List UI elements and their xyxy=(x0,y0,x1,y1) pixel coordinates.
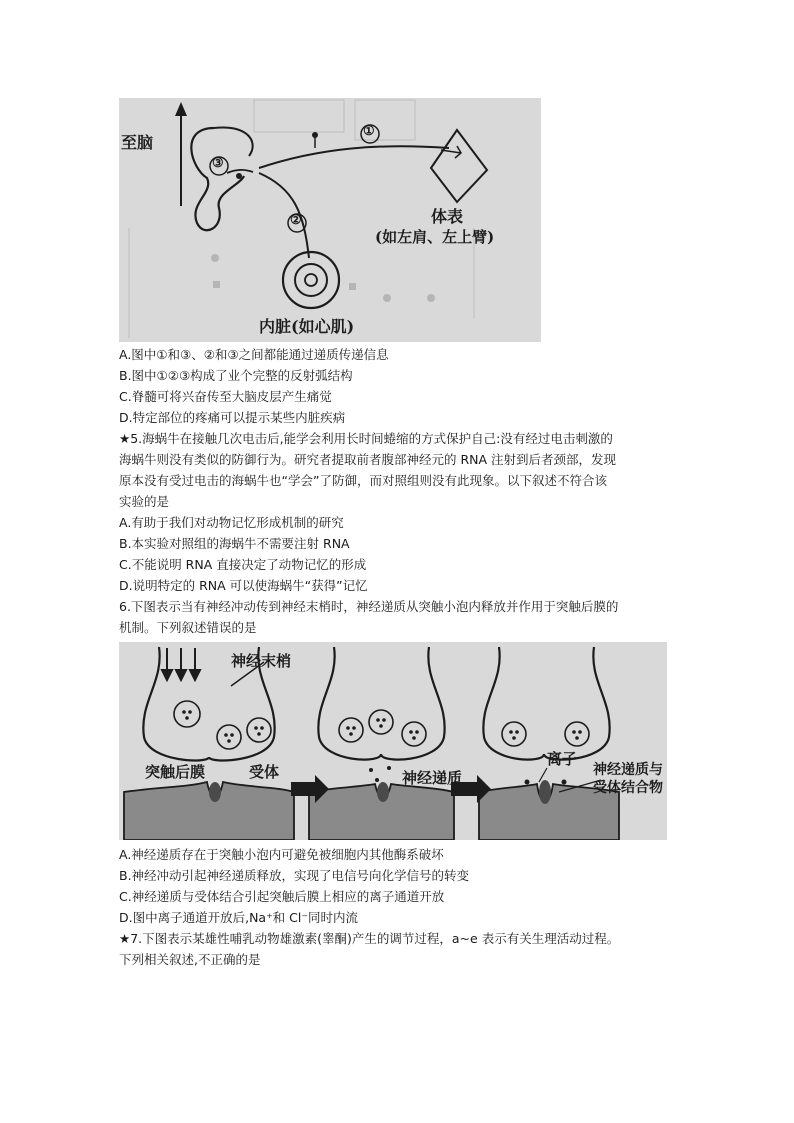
q5-stem-line-3: 原本没有受过电击的海蜗牛也“学会”了防御，而对照组则没有此现象。以下叙述不符合该 xyxy=(119,473,607,488)
nerve-ending-label: 神经末梢 xyxy=(231,652,292,670)
synapse-figure xyxy=(119,642,667,840)
synapse-diagram-drawing xyxy=(119,642,667,840)
transmitter-receptor-complex-label-2: 受体结合物 xyxy=(593,780,663,796)
q5-stem-line-2: 海蜗牛则没有类似的防御行为。研究者提取前者腹部神经元的 RNA 注射到后者颈部，发现 xyxy=(119,452,617,467)
q6-option-a: A.神经递质存在于突触小泡内可避免被细胞内其他酶系破坏 xyxy=(119,847,444,862)
ion-label: 离子 xyxy=(547,750,578,768)
star-icon: ★ xyxy=(119,431,131,446)
q5-option-c: C.不能说明 RNA 直接决定了动物记忆的形成 xyxy=(119,557,367,572)
q4-option-a: A.图中①和③、②和③之间都能通过递质传递信息 xyxy=(119,347,389,362)
skin-example-label: (如左肩、左上臂) xyxy=(375,228,495,246)
referred-pain-figure xyxy=(119,98,541,342)
postsynaptic-membrane-label: 突触后膜 xyxy=(145,763,206,781)
q7-stem-line-2: 下列相关叙述,不正确的是 xyxy=(119,952,261,967)
star-icon: ★ xyxy=(119,931,131,946)
q6-option-c: C.神经递质与受体结合引起突触后膜上相应的离子通道开放 xyxy=(119,889,445,904)
skin-label: 体表 xyxy=(431,207,464,226)
neuron-3-label: ③ xyxy=(212,156,224,171)
q7-stem-line-1: ★7.下图表示某雄性哺乳动物雄激素(睾酮)产生的调节过程，a~e 表示有关生理活动过程。 xyxy=(119,931,620,946)
q5-stem-line-1: ★5.海蜗牛在接触几次电击后,能学会利用长时间蜷缩的方式保护自己:没有经过电击刺激的 xyxy=(119,431,613,446)
q6-stem-line-1: 6.下图表示当有神经冲动传到神经末梢时，神经递质从突触小泡内释放并作用于突触后膜的 xyxy=(119,599,619,614)
neuron-2-label: ② xyxy=(290,213,302,228)
q6-stem-line-2: 机制。下列叙述错误的是 xyxy=(119,620,257,635)
q6-option-b: B.神经冲动引起神经递质释放，实现了电信号向化学信号的转变 xyxy=(119,868,470,883)
receptor-label: 受体 xyxy=(249,763,280,781)
q4-option-c: C.脊髓可将兴奋传至大脑皮层产生痛觉 xyxy=(119,389,332,404)
q5-option-b: B.本实验对照组的海蜗牛不需要注射 RNA xyxy=(119,536,350,551)
reflex-diagram-drawing xyxy=(119,98,541,342)
transmitter-receptor-complex-label-1: 神经递质与 xyxy=(593,762,663,778)
brain-label: 至脑 xyxy=(121,133,154,152)
q5-stem-line-4: 实验的是 xyxy=(119,494,170,509)
q6-option-d: D.图中离子通道开放后,Na⁺和 Cl⁻同时内流 xyxy=(119,910,358,925)
q4-option-b: B.图中①②③构成了业个完整的反射弧结构 xyxy=(119,368,353,383)
q4-option-d: D.特定部位的疼痛可以提示某些内脏疾病 xyxy=(119,410,346,425)
q5-option-d: D.说明特定的 RNA 可以使海蜗牛“获得”记忆 xyxy=(119,578,368,593)
neurotransmitter-label: 神经递质 xyxy=(402,769,463,787)
q5-option-a: A.有助于我们对动物记忆形成机制的研究 xyxy=(119,515,344,530)
neuron-1-label: ① xyxy=(363,124,375,139)
viscera-label: 内脏(如心肌) xyxy=(259,317,355,336)
